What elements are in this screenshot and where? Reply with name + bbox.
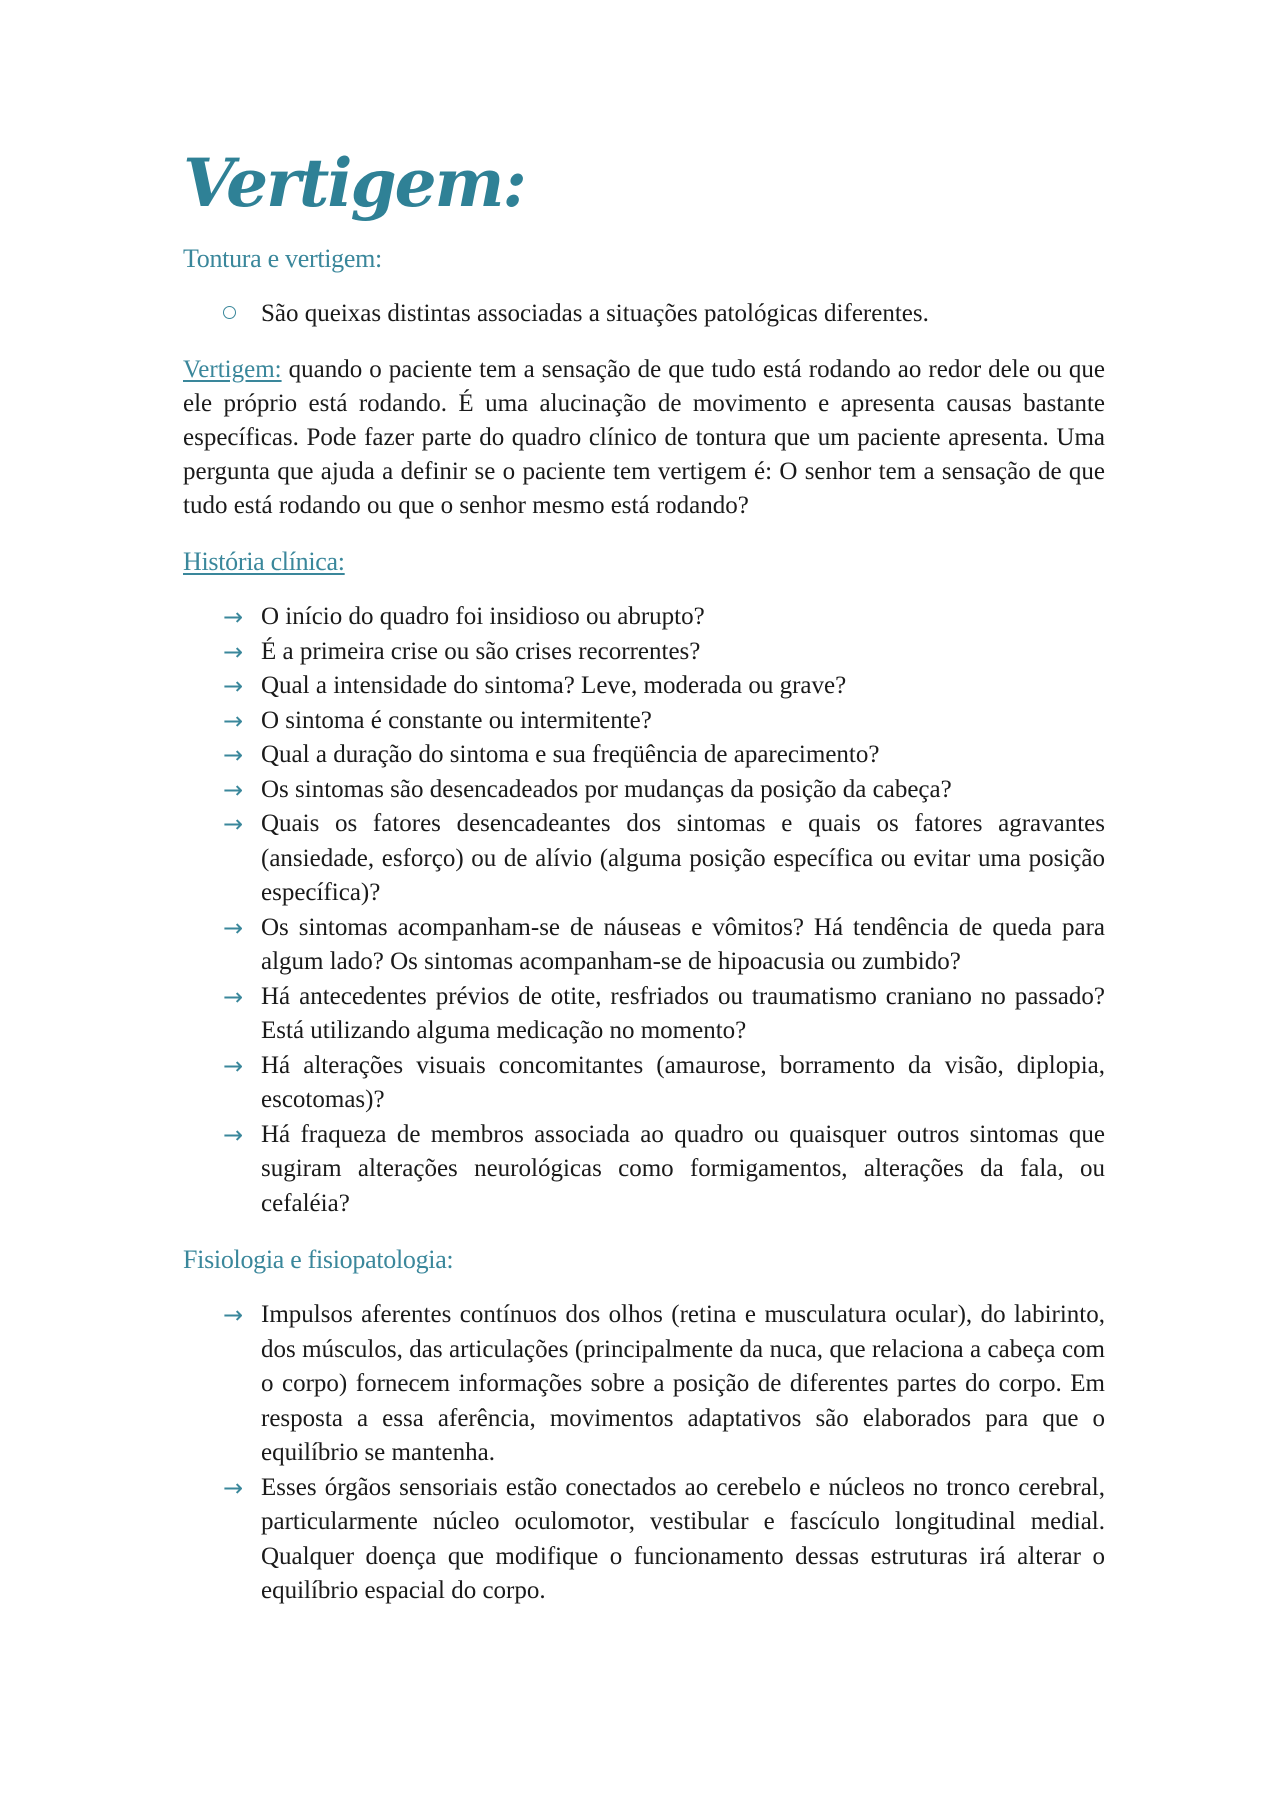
list-item — [183, 738, 1105, 773]
section-heading-fisiologia: Fisiologia e fisiopatologia: — [183, 1245, 454, 1274]
circle-bullet-icon — [223, 306, 236, 319]
arrow-right-icon: → — [223, 810, 244, 838]
list-item-text: Esses órgãos sensoriais estão conectados ao cerebelo e núcleos no tronco cerebral, particularmente núcleo oculomotor, vestibular e fascículo longitudinal medial. Qualquer doença que modifique o funcionamento dessas estruturas irá alterar o equilíbrio espacial do corpo. — [261, 1473, 1105, 1604]
list-item-text: Há alterações visuais concomitantes (amaurose, borramento da visão, diplopia, escotomas)? — [261, 1051, 1105, 1113]
arrow-right-icon: → — [223, 1473, 244, 1502]
list-item-text: Qual a duração do sintoma e sua freqüência de aparecimento? — [261, 741, 880, 768]
fisiologia-list — [183, 1298, 1105, 1609]
arrow-right-icon: → — [223, 775, 244, 804]
list-item-text: São queixas distintas associadas a situações patológicas diferentes. — [261, 300, 929, 327]
page-title: Vertigem: — [183, 144, 525, 222]
arrow-right-icon: → — [223, 1051, 244, 1080]
document-page — [183, 144, 1105, 1609]
list-item-text: Há fraqueza de membros associada ao quadro ou quaisquer outros sintomas que sugiram alterações neurológicas como formigamentos, alterações da fala, ou cefaléia? — [261, 1120, 1105, 1217]
list-item — [183, 704, 1105, 739]
arrow-right-icon: → — [223, 913, 244, 942]
list-item-text: O início do quadro foi insidioso ou abrupto? — [261, 603, 705, 630]
list-item-text: Impulsos aferentes contínuos dos olhos (retina e musculatura ocular), do labirinto, dos músculos, das articulações (principalmente da nuca, que relaciona a cabeça com o corpo) fornecem informações sobre a posição de diferentes partes do corpo. Em resposta a essa aferência, movimentos adaptativos são elaborados para que o equilíbrio se mantenha. — [261, 1301, 1105, 1466]
list-item — [183, 669, 1105, 704]
arrow-right-icon: → — [223, 741, 244, 769]
list-item — [183, 1049, 1105, 1118]
definition-paragraph — [183, 353, 1105, 523]
definition-term: Vertigem: — [183, 356, 282, 383]
list-item — [183, 980, 1105, 1049]
definition-text: quando o paciente tem a sensação de que tudo está rodando ao redor dele ou que ele próprio está rodando. É uma alucinação de movimento e apresenta causas bastante específicas. Pode fazer parte do quadro clínico de tontura que um paciente apresenta. Uma pergunta que ajuda a definir se o paciente tem vertigem é: O senhor tem a sensação de que tudo está rodando ou que o senhor mesmo está rodando? — [183, 356, 1105, 519]
arrow-right-icon: → — [223, 1301, 244, 1329]
list-item-text: Quais os fatores desencadeantes dos sintomas e quais os fatores agravantes (ansiedade, esforço) ou de alívio (alguma posição específica ou evitar uma posição específica)? — [261, 810, 1105, 906]
list-item-text: Os sintomas acompanham-se de náuseas e vômitos? Há tendência de queda para algum lado? Os sintomas acompanham-se de hipoacusia ou zumbido? — [261, 913, 1105, 975]
list-item — [183, 1118, 1105, 1222]
list-item-text: Há antecedentes prévios de otite, resfriados ou traumatismo craniano no passado? Está utilizando alguma medicação no momento? — [261, 982, 1105, 1044]
list-item — [183, 911, 1105, 980]
arrow-right-icon: → — [223, 637, 244, 666]
arrow-right-icon: → — [223, 603, 244, 631]
list-item — [183, 1298, 1105, 1471]
list-item — [183, 600, 1105, 635]
list-item — [183, 635, 1105, 670]
section-heading-tontura: Tontura e vertigem: — [183, 244, 382, 273]
section-heading-historia: História clínica: — [183, 547, 345, 576]
list-item-text: Qual a intensidade do sintoma? Leve, moderada ou grave? — [261, 672, 847, 699]
list-item-text: O sintoma é constante ou intermitente? — [261, 706, 652, 734]
arrow-right-icon: → — [223, 982, 244, 1011]
arrow-right-icon: → — [223, 672, 244, 700]
arrow-right-icon: → — [223, 1120, 244, 1149]
list-item — [183, 1471, 1105, 1609]
list-item-text: Os sintomas são desencadeados por mudanças da posição da cabeça? — [261, 775, 952, 803]
list-item-text: É a primeira crise ou são crises recorrentes? — [261, 637, 701, 665]
arrow-right-icon: → — [223, 706, 244, 735]
circle-bullet-list — [183, 297, 1105, 331]
list-item — [183, 773, 1105, 808]
list-item — [183, 807, 1105, 911]
list-item — [183, 297, 1105, 331]
historia-list — [183, 600, 1105, 1221]
